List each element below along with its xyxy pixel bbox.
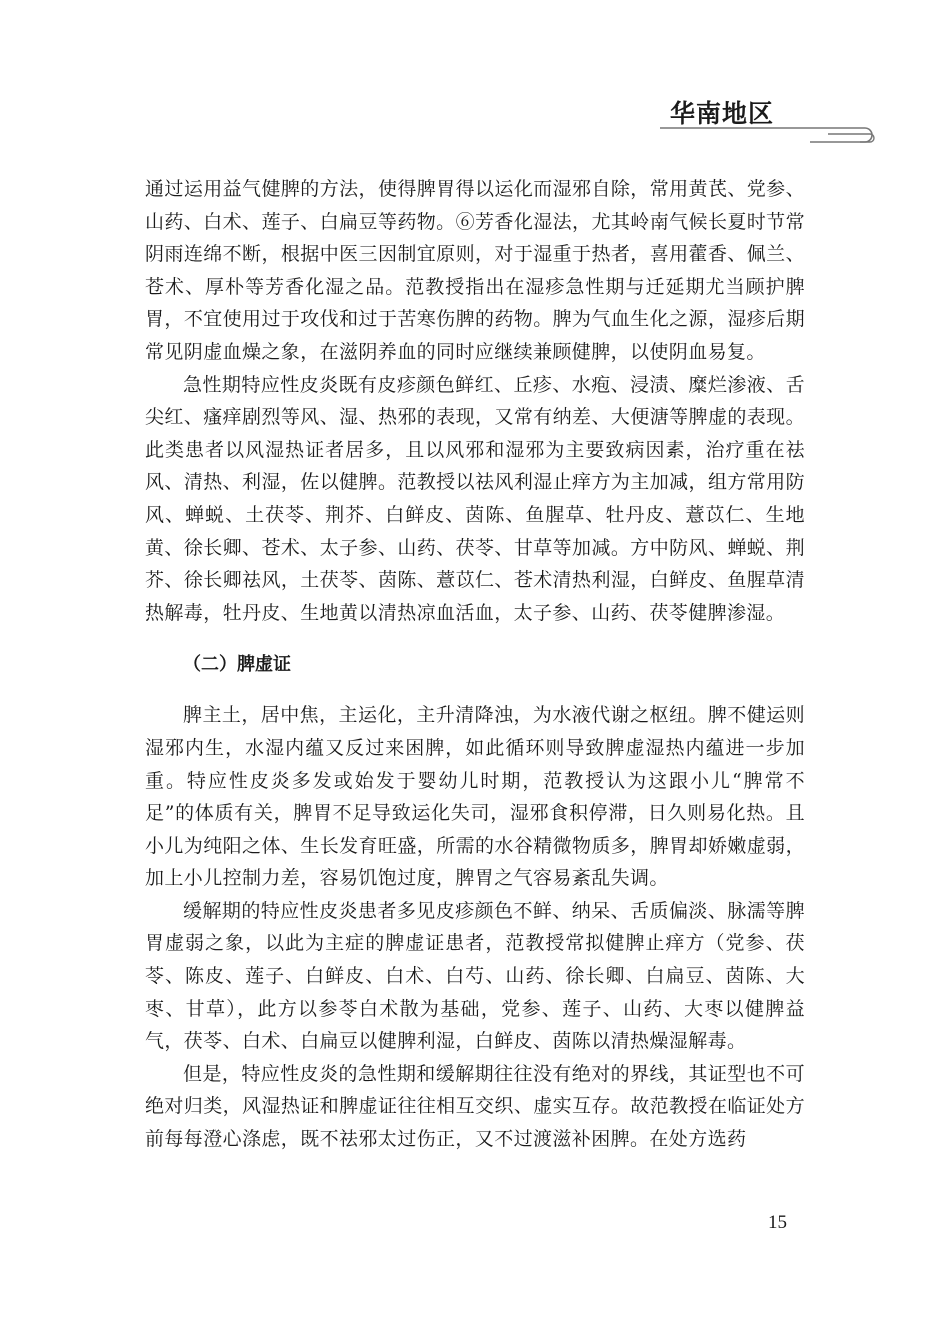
paragraph: 脾主土，居中焦，主运化，主升清降浊，为水液代谢之枢纽。脾不健运则湿邪内生，水湿内蕴又反过来困脾，如此循环则导致脾虚湿热内蕴进一步加重。特应性皮炎多发或始发于婴幼儿时期，范教授认为这跟小儿“脾常不足”的体质有关，脾胃不足导致运化失司，湿邪食积停滞，日久则易化热。且小儿为纯阳之体、生长发育旺盛，所需的水谷精微物质多，脾胃却娇嫩虚弱，加上小儿控制力差，容易饥饱过度，脾胃之气容易紊乱失调。: [145, 704, 805, 890]
paragraph-continued: 通过运用益气健脾的方法，使得脾胃得以运化而湿邪自除，常用黄芪、党参、山药、白术、莲子、白扁豆等药物。⑥芳香化湿法，尤其岭南气候长夏时节常阴雨连绵不断，根据中医三因制宜原则，对于湿重于热者，喜用藿香、佩兰、苍术、厚朴等芳香化湿之品。范教授指出在湿疹急性期与迁延期尤当顾护脾胃，不宜使用过于攻伐和过于苦寒伤脾的药物。脾为气血生化之源，湿疹后期常见阴虚血燥之象，在滋阴养血的同时应继续兼顾健脾，以使阴血易复。: [145, 178, 805, 363]
section-heading: （二）脾虚证: [183, 654, 291, 676]
header-ornament-icon: [660, 124, 950, 148]
running-header: [660, 88, 950, 148]
paragraph: 急性期特应性皮炎既有皮疹颜色鲜红、丘疹、水疱、浸渍、糜烂渗液、舌尖红、瘙痒剧烈等风、湿、热邪的表现，又常有纳差、大便溏等脾虚的表现。此类患者以风湿热证者居多，且以风邪和湿邪为主要致病因素，治疗重在祛风、清热、利湿，佐以健脾。范教授以祛风利湿止痒方为主加减，组方常用防风、蝉蜕、土茯苓、荆芥、白鲜皮、茵陈、鱼腥草、牡丹皮、薏苡仁、生地黄、徐长卿、苍术、太子参、山药、茯苓、甘草等加减。方中防风、蝉蜕、荆芥、徐长卿祛风，土茯苓、茵陈、薏苡仁、苍术清热利湿，白鲜皮、鱼腥草清热解毒，牡丹皮、生地黄以清热凉血活血，太子参、山药、茯苓健脾渗湿。: [145, 373, 805, 624]
running-header-title: 华南地区: [670, 99, 775, 128]
paragraph: 但是，特应性皮炎的急性期和缓解期往往没有绝对的界线，其证型也不可绝对归类，风湿热证和脾虚证往往相互交织、虚实互存。故范教授在临证处方前每每澄心涤虑，既不祛邪太过伤正，又不过渡滋补困脾。在处方选药: [145, 1062, 805, 1151]
body-text: [145, 173, 805, 1156]
page-number: 15: [768, 1212, 787, 1233]
paragraph: 缓解期的特应性皮炎患者多见皮疹颜色不鲜、纳呆、舌质偏淡、脉濡等脾胃虚弱之象，以此为主症的脾虚证患者，范教授常拟健脾止痒方（党参、茯苓、陈皮、莲子、白鲜皮、白术、白芍、山药、徐长卿、白扁豆、茵陈、大枣、甘草），此方以参苓白术散为基础，党参、莲子、山药、大枣以健脾益气，茯苓、白术、白扁豆以健脾利湿，白鲜皮、茵陈以清热燥湿解毒。: [145, 899, 805, 1053]
